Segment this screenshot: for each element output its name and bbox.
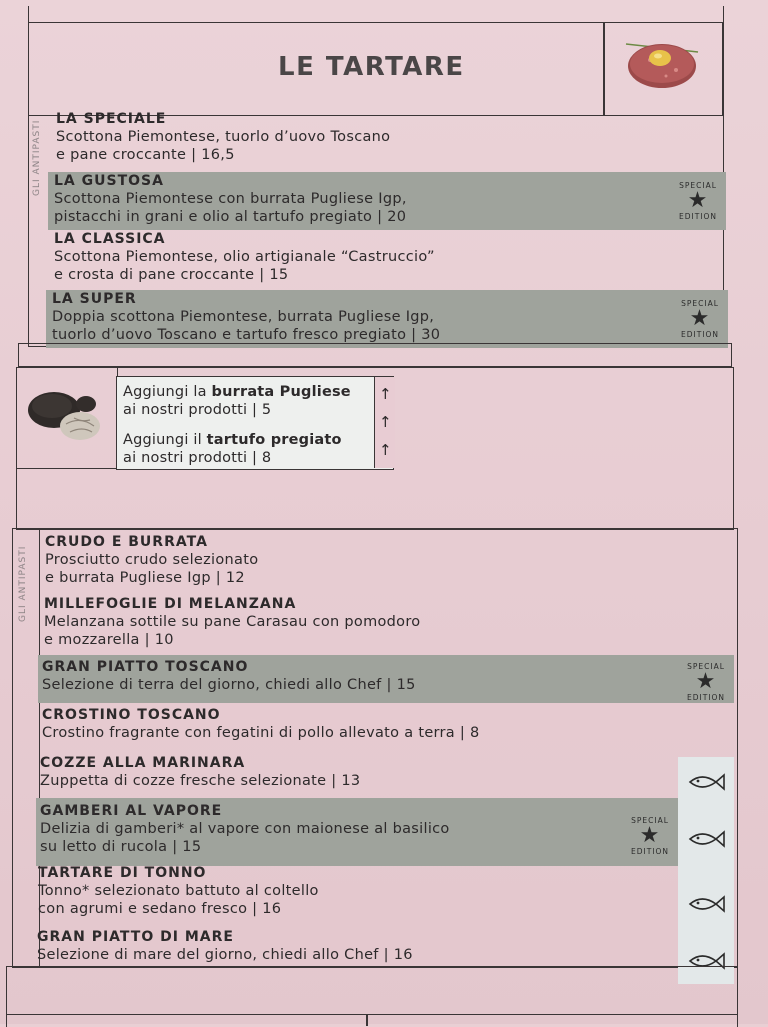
item-desc: con agrumi e sedano fresco | 16 — [38, 901, 282, 917]
item-desc: Scottona Piemontese con burrata Pugliese Igp, — [54, 191, 407, 207]
fish-icon — [686, 892, 726, 916]
item-desc: Scottona Piemontese, olio artigianale “Castruccio” — [54, 249, 435, 265]
item-name: LA SUPER — [52, 291, 137, 307]
item-name: GAMBERI AL VAPORE — [40, 803, 223, 819]
special-edition-badge: SPECIAL ★ EDITION — [671, 181, 725, 221]
item-desc: e crosta di pane croccante | 15 — [54, 267, 289, 283]
fish-icon — [686, 770, 726, 794]
spacer-band-2 — [16, 467, 734, 530]
addon-box — [116, 376, 394, 470]
bottom-divider — [6, 1014, 738, 1027]
fish-column — [678, 757, 734, 984]
item-desc: Melanzana sottile su pane Carasau con pomodoro — [44, 614, 421, 630]
menu-item-special — [36, 798, 678, 866]
item-desc: e pane croccante | 16,5 — [56, 147, 235, 163]
arrow-up-icon: ↑ — [379, 385, 392, 403]
arrow-up-icon: ↑ — [379, 441, 392, 459]
item-name: LA SPECIALE — [56, 111, 167, 127]
menu-item — [50, 110, 722, 168]
item-name: GRAN PIATTO DI MARE — [37, 929, 234, 945]
item-name: LA GUSTOSA — [54, 173, 164, 189]
star-icon: ★ — [695, 669, 717, 694]
star-icon: ★ — [689, 306, 711, 331]
item-desc: Delizia di gamberi* al vapore con maionese al basilico — [40, 821, 450, 837]
bottom-band — [6, 966, 738, 1015]
menu-item — [40, 595, 730, 651]
tartare-image — [622, 36, 702, 92]
special-edition-badge: SPECIAL ★ EDITION — [673, 299, 727, 339]
item-desc: Selezione di terra del giorno, chiedi allo Chef | 15 — [42, 677, 416, 693]
spacer-band — [18, 343, 732, 367]
item-name: GRAN PIATTO TOSCANO — [42, 659, 249, 675]
item-name: MILLEFOGLIE DI MELANZANA — [44, 596, 297, 612]
side-label-antipasti-1: GLI ANTIPASTI — [32, 119, 42, 196]
special-edition-badge: SPECIAL ★ EDITION — [679, 662, 733, 702]
menu-item-special — [38, 655, 734, 703]
item-desc: Scottona Piemontese, tuorlo d’uovo Toscano — [56, 129, 391, 145]
item-desc: tuorlo d’uovo Toscano e tartufo fresco pregiato | 30 — [52, 327, 441, 343]
fish-icon — [686, 827, 726, 851]
item-name: CROSTINO TOSCANO — [42, 707, 221, 723]
star-icon: ★ — [639, 823, 661, 848]
addon-tartufo: Aggiungi il tartufo pregiato ai nostri prodotti | 8 — [123, 432, 342, 466]
item-desc: su letto di rucola | 15 — [40, 839, 202, 855]
item-desc: pistacchi in grani e olio al tartufo pregiato | 20 — [54, 209, 407, 225]
star-icon: ★ — [687, 188, 709, 213]
menu-item — [40, 533, 730, 589]
menu-item-special — [48, 172, 726, 230]
menu-item — [48, 230, 720, 288]
item-desc: Prosciutto crudo selezionato — [45, 552, 259, 568]
truffle-image — [24, 386, 108, 446]
side-label-antipasti-2: GLI ANTIPASTI — [18, 545, 28, 622]
item-desc: Zuppetta di cozze fresche selezionate | 13 — [40, 773, 361, 789]
item-name: COZZE ALLA MARINARA — [40, 755, 246, 771]
arrow-up-icon: ↑ — [379, 413, 392, 431]
bottom-split-line — [366, 1014, 368, 1026]
item-name: LA CLASSICA — [54, 231, 166, 247]
section-title: LE TARTARE — [278, 52, 465, 82]
menu-item — [40, 706, 730, 746]
item-desc: Crostino fragrante con fegatini di pollo allevato a terra | 8 — [42, 725, 480, 741]
menu-item — [38, 754, 668, 794]
special-edition-badge: SPECIAL ★ EDITION — [623, 816, 677, 856]
arrow-column — [374, 377, 395, 468]
item-name: CRUDO E BURRATA — [45, 534, 208, 550]
item-desc: e burrata Pugliese Igp | 12 — [45, 570, 245, 586]
item-desc: Doppia scottona Piemontese, burrata Pugliese Igp, — [52, 309, 435, 325]
menu-item — [36, 864, 666, 920]
menu-item — [36, 928, 666, 968]
item-desc: e mozzarella | 10 — [44, 632, 174, 648]
addon-burrata: Aggiungi la burrata Pugliese ai nostri prodotti | 5 — [123, 384, 351, 418]
menu-item-special — [46, 290, 728, 348]
item-desc: Selezione di mare del giorno, chiedi allo Chef | 16 — [37, 947, 413, 963]
item-name: TARTARE DI TONNO — [38, 865, 207, 881]
item-desc: Tonno* selezionato battuto al coltello — [38, 883, 319, 899]
